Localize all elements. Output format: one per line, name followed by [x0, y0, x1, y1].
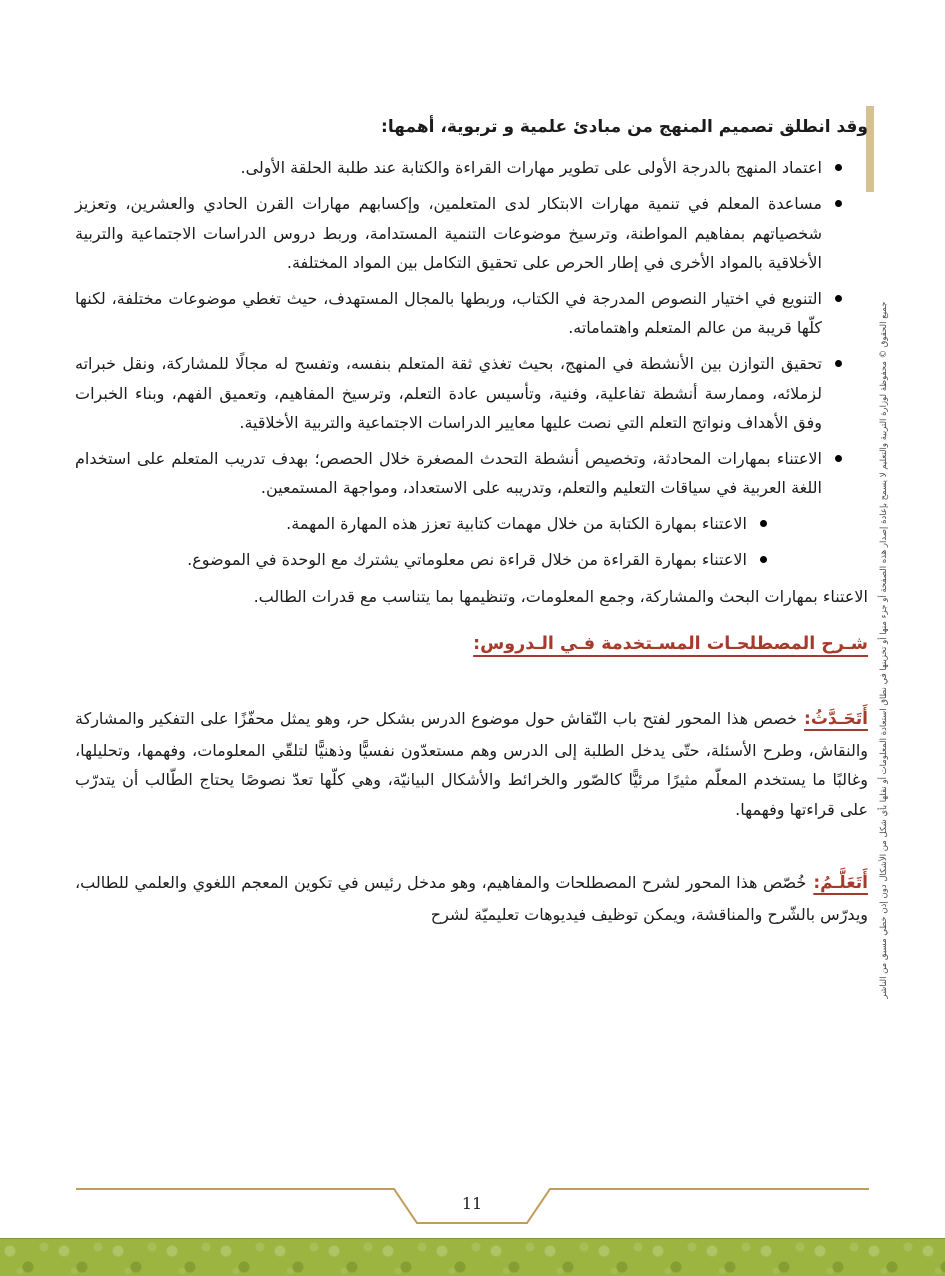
bullet-text: مساعدة المعلم في تنمية مهارات الابتكار لدى المتعلمين، وإكسابهم مهارات القرن الحادي والعشرين، وتعزيز شخصياتهم بمفاهيم المواطنة، وترسيخ موضوعات التنمية المستدامة، وربط دروس الدراسات الاجتماعية والتربية الأخلاقية بالمواد الأخرى في إطار الحرص على تحقيق التكامل بين المواد المختلفة. [75, 194, 822, 273]
bullet-text: الاعتناء بمهارة الكتابة من خلال مهمات كتابية تعزز هذه المهارة المهمة. [286, 513, 747, 533]
bullet-text: اعتماد المنهج بالدرجة الأولى على تطوير مهارات القراءة والكتابة عند طلبة الحلقة الأولى. [240, 158, 822, 178]
bullet-list [75, 153, 868, 574]
bullet-item [75, 189, 842, 278]
bullet-dot-icon [760, 556, 767, 563]
bullet-dot-icon [835, 360, 842, 367]
bullet-text: الاعتناء بمهارة القراءة من خلال قراءة نص معلوماتي يشترك مع الوحدة في الموضوع. [187, 549, 747, 569]
bullet-dot-icon [760, 520, 767, 527]
bullet-text: التنويع في اختيار النصوص المدرجة في الكتاب، وربطها بالمجال المستهدف، حيث تغطي موضوعات مختلفة، لكنها كلّها قريبة من عالم المتعلم واهتماماته. [75, 288, 822, 338]
bullet-text: تحقيق التوازن بين الأنشطة في المنهج، بحيث تغذي ثقة المتعلم بنفسه، وتفسح له مجالًا للمشاركة، ونقل خبراته لزملائه، وممارسة أنشطة تفاعلية، وفنية، وتأسيس عادة التعلم، وترسيخ المفاهيم، وتعميق الفهم، وبناء الخبرات وفق الأهداف ونواتج التعلم التي نصت عليها معايير الدراسات الاجتماعية والتربية الأخلاقية. [75, 354, 822, 433]
copyright-vertical-text: جميع الحقوق © محفوظة لوزارة التربية والتعليم لا يسمح بإعادة إصدار هذه الصفحة أو جزء منها أو تخزينها في نطاق استعادة المعلومات أو نقلها بأي شكل من الأشكال دون إذن خطي مسبق من الناشر [879, 301, 889, 999]
closing-paragraph: الاعتناء بمهارات البحث والمشاركة، وجمع المعلومات، وتنظيمها بما يتناسب مع قدرات الطالب. [253, 587, 868, 607]
term-definition: خصص هذا المحور لفتح باب النّقاش حول موضوع الدرس بشكل حر، وهو يمثل محفّزًا على التفكير والمشاركة والنقاش، وطرح الأسئلة، حتّى يدخل الطلبة إلى الدرس وهم مستعدّون نفسيًّا وذهنيًّا لتلقّي المعلومات، وفهمها، وتحليلها، وغالبًا ما يستخدم المعلّم مثيرًا مرئيًّا كالصّور والخرائط والأشكال البيانيّة، وهي كلّها تعدّ نصوصًا يحتاج الطّالب أن يتدرّب على قراءتها وفهمها. [75, 709, 868, 819]
bullet-item [75, 349, 842, 438]
bullet-dot-icon [835, 295, 842, 302]
bullet-item [75, 153, 842, 183]
term-block-ataallam [75, 868, 868, 929]
section-heading: شـرح المصطلحـات المسـتخدمة فـي الـدروس: [473, 633, 868, 654]
term-label: أَتَعَلَّـمُ: [813, 873, 868, 894]
page-footer [0, 1178, 945, 1276]
footer-decorative-band [0, 1238, 945, 1276]
bullet-item [75, 545, 767, 575]
page-number: 11 [461, 1194, 483, 1213]
bullet-dot-icon [835, 455, 842, 462]
bullet-dot-icon [835, 200, 842, 207]
term-label: أَتَحَـدَّثُ: [804, 709, 868, 730]
intro-title: وقد انطلق تصميم المنهج من مبادئ علمية و تربوية، أهمها: [381, 117, 868, 137]
bullet-item [75, 509, 767, 539]
term-block-atahaddath [75, 704, 868, 824]
bullet-item [75, 284, 842, 343]
bullet-text: الاعتناء بمهارات المحادثة، وتخصيص أنشطة التحدث المصغرة خلال الحصص؛ بهدف تدريب المتعلم على استخدام اللغة العربية في سياقات التعليم والتعلم، وتدريبه على الاستعداد، ومواجهة المستمعين. [75, 448, 822, 498]
bullet-dot-icon [835, 164, 842, 171]
term-definition: خُصّص هذا المحور لشرح المصطلحات والمفاهيم، وهو مدخل رئيس في تكوين المعجم اللغوي والعلمي للطالب، ويدرّس بالشّرح والمناقشة، ويمكن توظيف فيديوهات تعليميّة لشرح [75, 873, 868, 924]
bullet-item [75, 444, 842, 503]
page-content [75, 112, 868, 929]
